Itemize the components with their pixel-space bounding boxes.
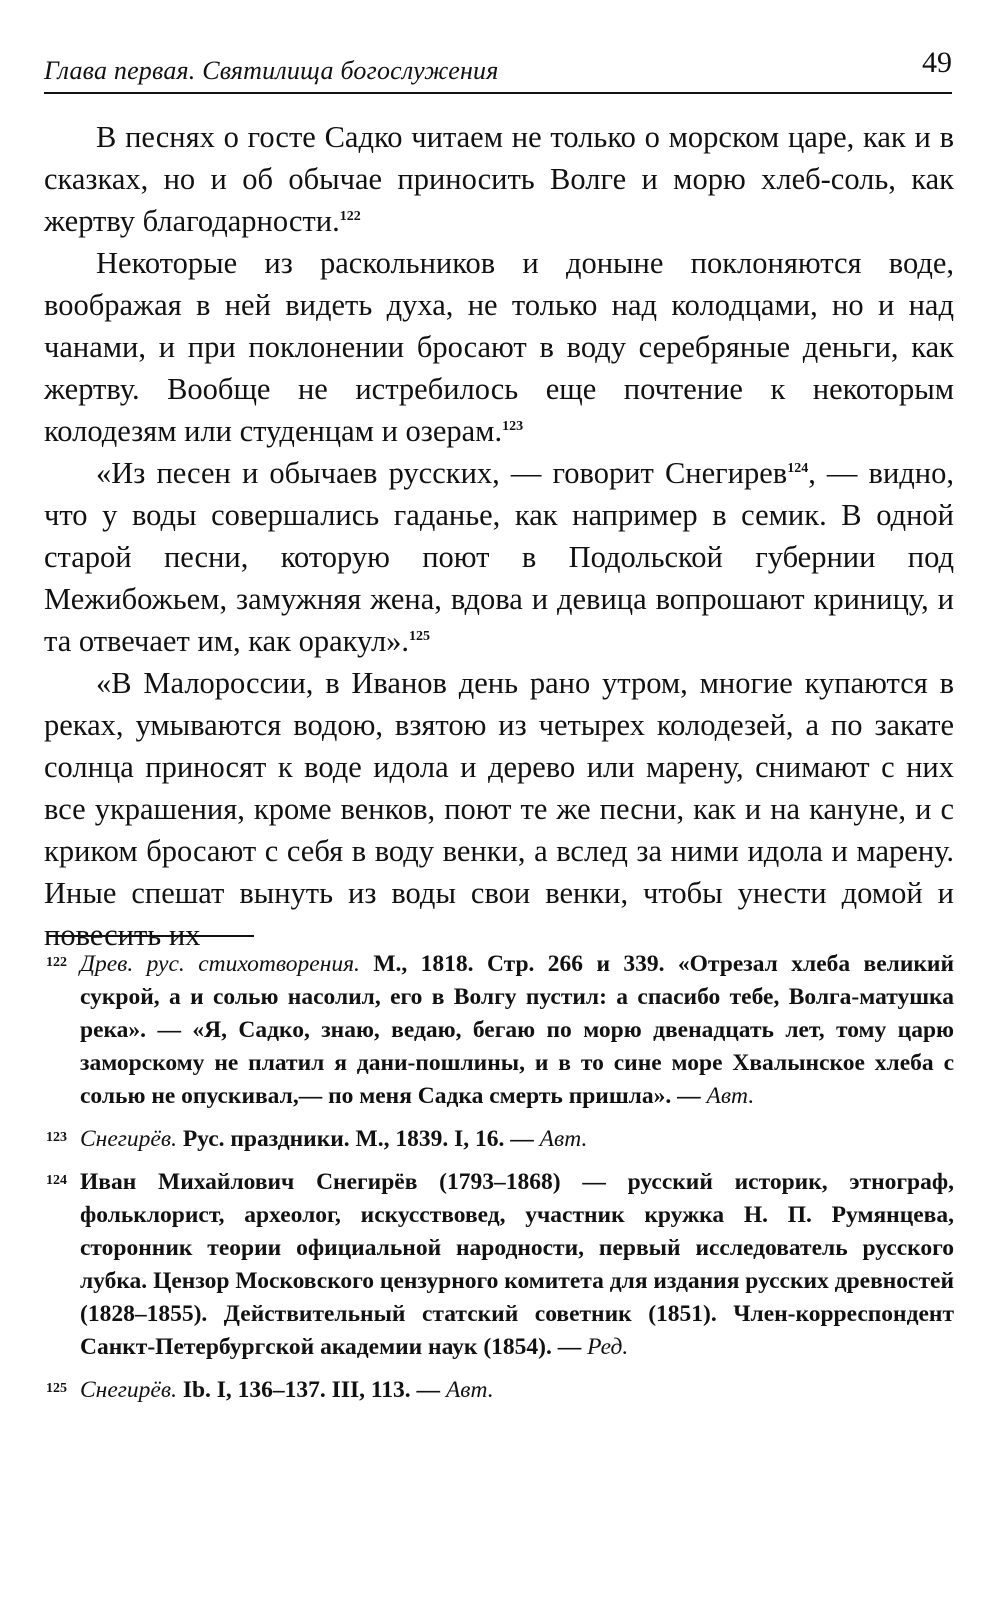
running-title: Глава первая. Святилища богослужения	[44, 56, 499, 85]
footnote-ref-122[interactable]: 122	[339, 209, 361, 224]
footnote-125: 125 Снегирёв. Ib. I, 136–137. III, 113. — Авт.	[44, 1374, 954, 1407]
paragraph-2: Некоторые из раскольников и доныне поклоняются воде, воображая в ней видеть духа, не только над колодцами, но и над чанами, и при поклонении бросают в воду серебряные деньги, как жертву. Вообще не истребилось еще почтение к некоторым колодезям или студенцам и озерам.$^{123}$	[44, 246, 954, 448]
footnote-number: 125	[46, 1381, 67, 1396]
footnote-123: 123 Снегирёв. Рус. праздники. М., 1839. I, 16. — Авт.	[44, 1123, 954, 1156]
main-text	[44, 116, 954, 956]
footnote-number: 122	[46, 955, 67, 970]
page-header	[44, 46, 952, 94]
paragraph-3: «Из песен и обычаев русских, — говорит Снегирев$^{124}$, — видно, что у воды совершались гаданье, как например в семик. В одной старой песни, которую поют в Подольской губернии под Межибожьем, замужняя жена, вдова и девица вопрошают криницу, и та отвечает им, как оракул».$^{125}$	[44, 456, 954, 658]
footnote-ref-123[interactable]: 123	[502, 419, 524, 434]
footnote-number: 123	[46, 1130, 67, 1145]
footnote-122: 122 Древ. рус. стихотворения. М., 1818. Стр. 266 и 339. «Отрезал хлеба великий сукрой, а и солью насолил, его в Волгу пустил: а спасибо тебе, Волга-матушка река». — «Я, Садко, знаю, ведаю, бегаю по морю двенадцать лет, тому царю заморскому не платил я дани-пошлины, и в то сине море Хвалынское хлеба с солью не опускивал,— по меня Садка смерть пришла». — Авт.	[44, 948, 954, 1113]
footnote-124: 124 Иван Михайлович Снегирёв (1793–1868) — русский историк, этнограф, фольклорист, археолог, искусствовед, участник кружка Н. П. Румянцева, сторонник теории официальной народности, первый исследователь русского лубка. Цензор Московского цензурного комитета для издания русских древностей (1828–1855). Действительный статский советник (1851). Член-корреспондент Санкт-Петербургской академии наук (1854). — Ред.	[44, 1166, 954, 1364]
footnote-ref-124[interactable]: 124	[787, 461, 809, 476]
paragraph-4: «В Малороссии, в Иванов день рано утром, многие купаются в реках, умываются водою, взятою из четырех колодезей, а по закате солнца приносят к воде идола и дерево или марену, снимают с них все украшения, кроме венков, поют те же песни, как и на кануне, и с криком бросают с себя в воду венки, а вслед за ними идола и марену. Иные спешат вынуть из воды свои венки, чтобы унести домой и повесить их	[44, 666, 954, 952]
footnotes	[44, 948, 954, 1417]
footnote-number: 124	[46, 1173, 67, 1188]
page-number: 49	[922, 46, 952, 79]
footnote-ref-125[interactable]: 125	[409, 629, 431, 644]
paragraph-1: В песнях о госте Садко читаем не только о морском царе, как и в сказках, но и об обычае приносить Волге и морю хлеб-соль, как жертву благодарности.$^{122}$	[44, 120, 954, 238]
footnote-divider	[47, 935, 254, 937]
